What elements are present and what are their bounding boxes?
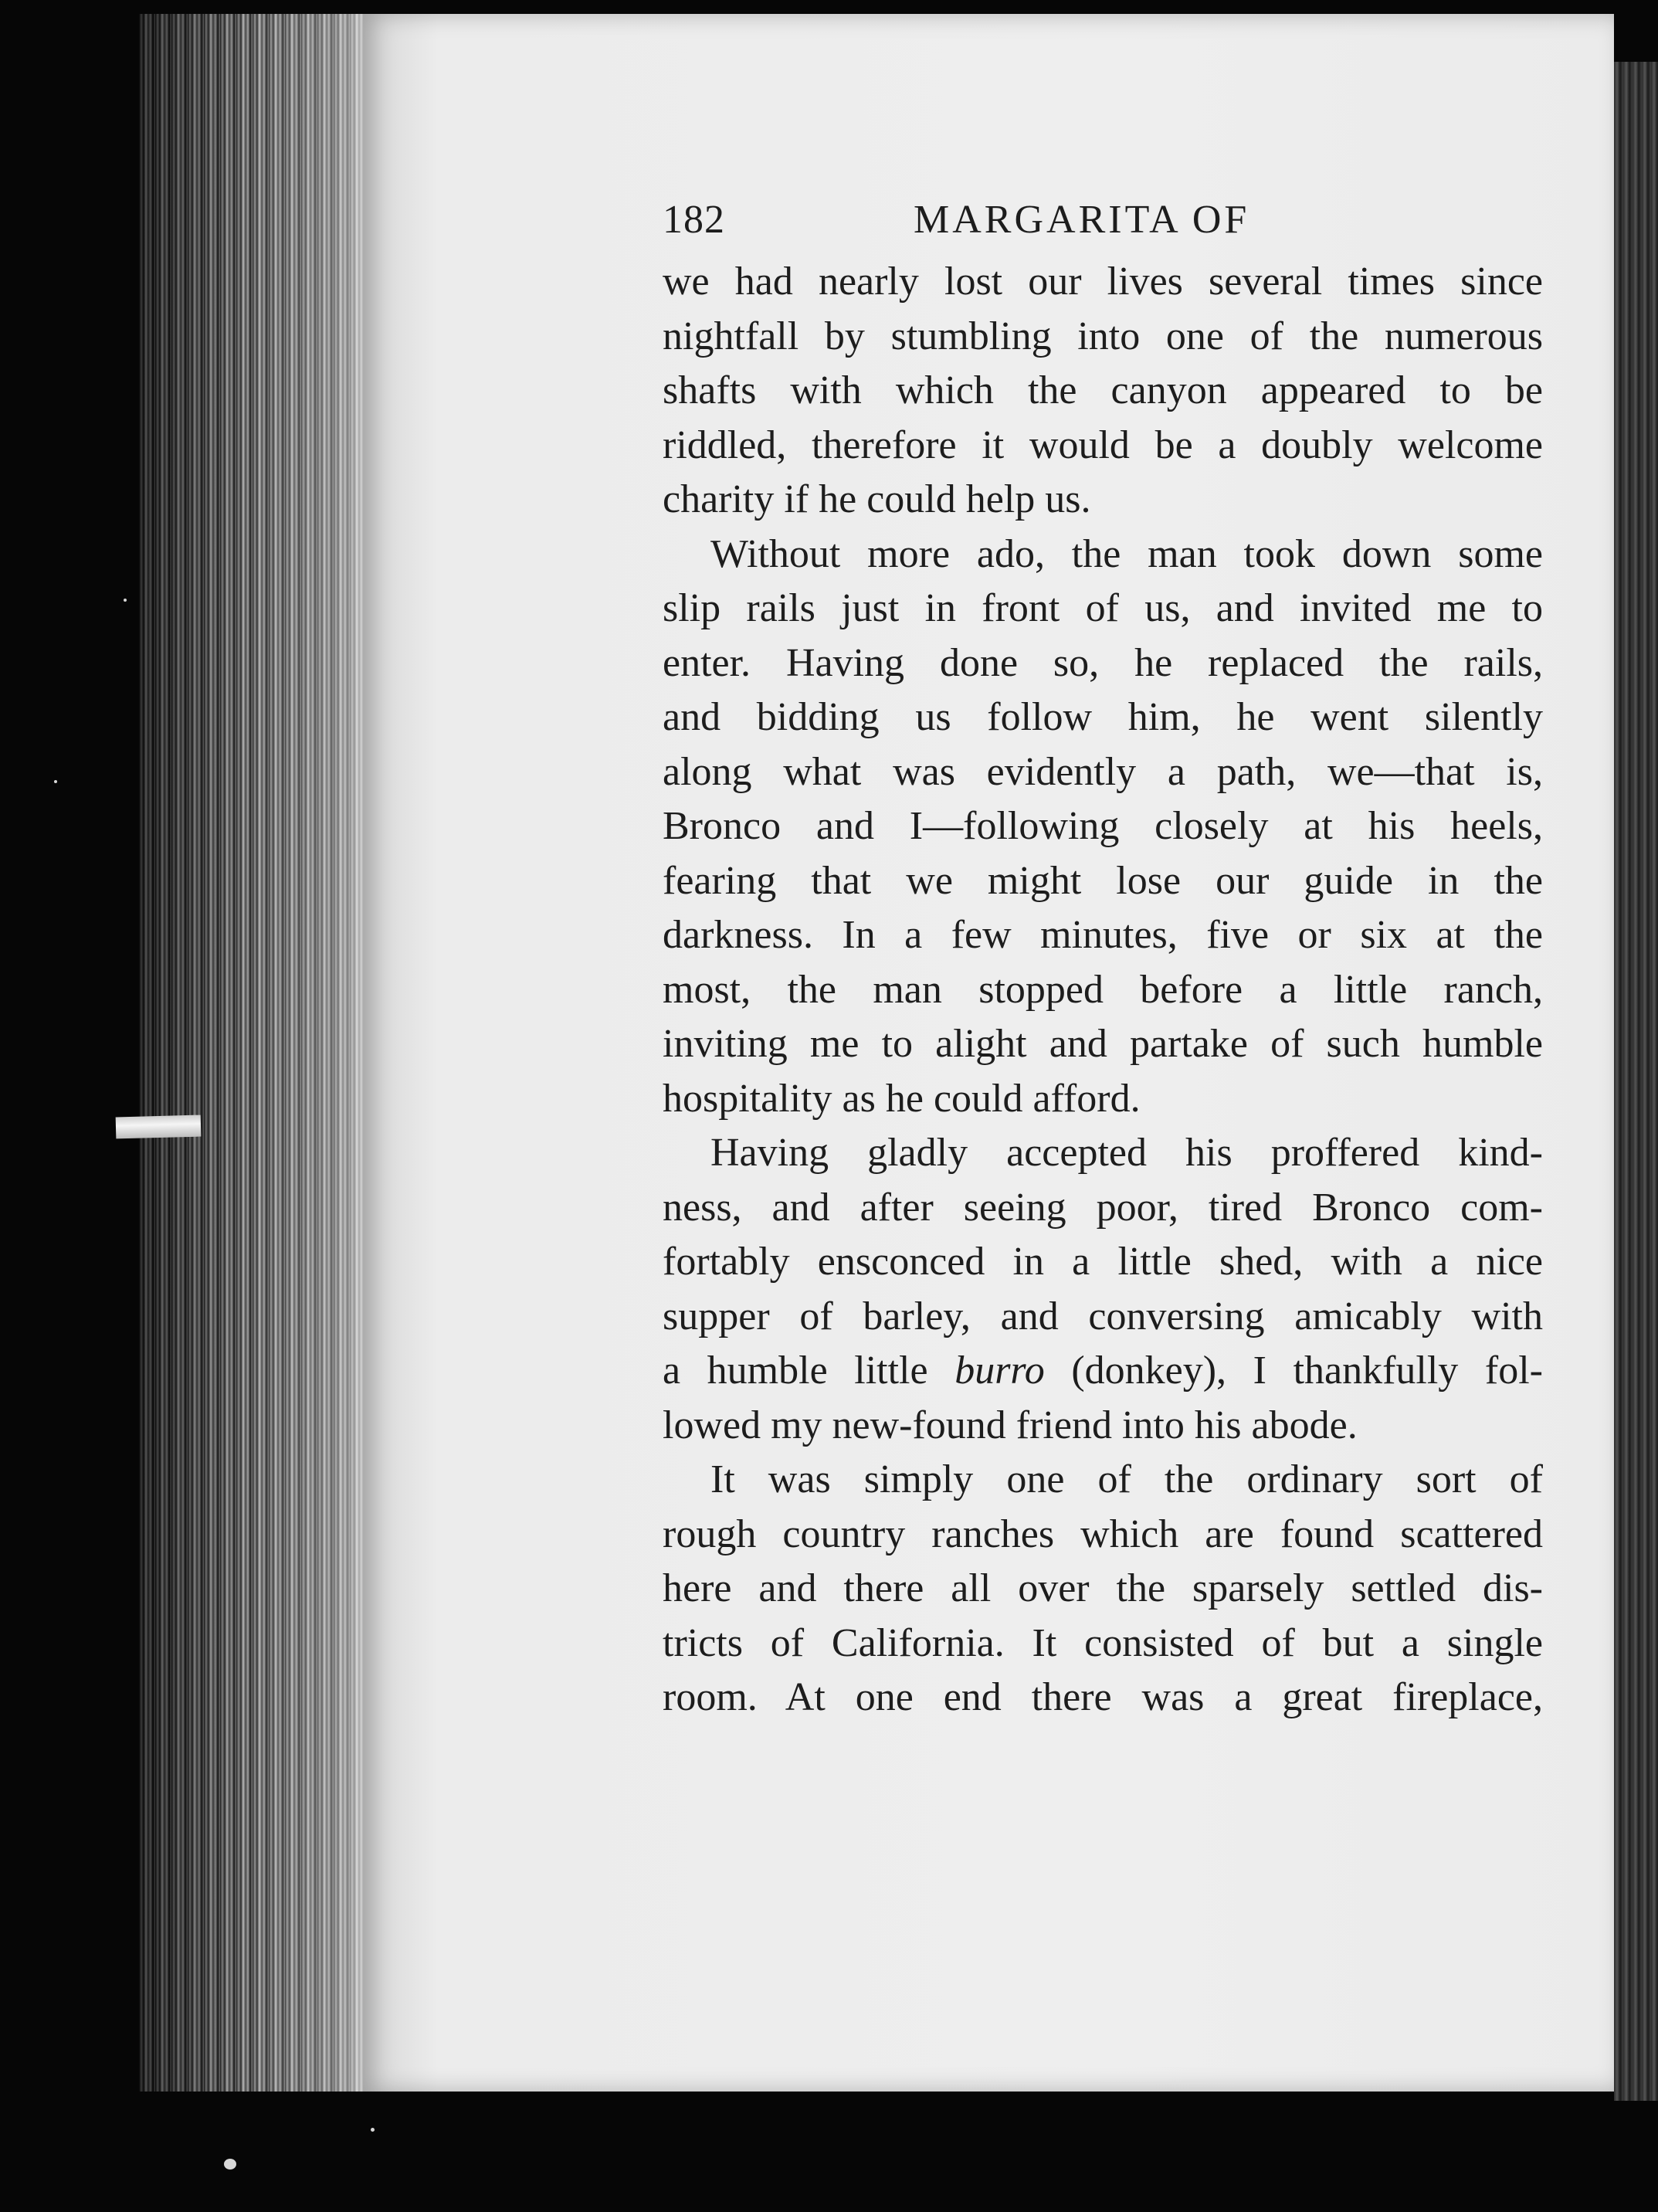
paragraph-4 [663,1453,1543,1725]
page-text [663,193,1543,1725]
text-line: tricts of California. It consisted of but a single [663,1620,1543,1665]
text-line: fearing that we might lose our guide in the [663,858,1543,903]
text-line: nightfall by stumbling into one of the numerous [663,314,1543,358]
text-line: Having gladly accepted his proffered kind- [710,1131,1543,1175]
text-line: hospitality as he could afford. [663,1076,1141,1121]
text-line: lowed my new-found friend into his abode. [663,1403,1358,1447]
dust-speck [124,599,127,602]
text-line: It was simply one of the ordinary sort of [710,1457,1543,1501]
text-line: inviting me to alight and partake of such humble [663,1022,1543,1066]
paragraph-1 [663,255,1543,528]
text-line-with-italic [663,1344,1543,1399]
paragraph-2 [663,528,1543,1127]
text-line: slip rails just in front of us, and invited me to [663,586,1543,630]
page-number: 182 [663,198,725,242]
text-line: here and there all over the sparsely settled dis- [663,1566,1543,1610]
text-line: supper of barley, and conversing amicably with [663,1294,1543,1338]
book-page-edges [139,14,385,2092]
running-head [663,193,1543,247]
bookmark-strip [116,1115,202,1139]
text-line: charity if he could help us. [663,477,1091,521]
text-line: most, the man stopped before a little ranch, [663,967,1543,1012]
text-line: darkness. In a few minutes, five or six at the [663,913,1543,957]
text-line: enter. Having done so, he replaced the rails, [663,640,1543,685]
text-line: shafts with which the canyon appeared to be [663,368,1543,412]
right-page-edge [1614,62,1658,2101]
text-fragment: (donkey), I thankfully fol- [1044,1349,1543,1393]
text-line: rough country ranches which are found scattered [663,1511,1543,1556]
text-line: fortably ensconced in a little shed, with a nice [663,1240,1543,1284]
text-line: along what was evidently a path, we—that is, [663,749,1543,794]
text-line: we had nearly lost our lives several times since [663,260,1543,304]
text-fragment: a humble little [663,1349,955,1393]
text-line: Bronco and I—following closely at his heels, [663,804,1543,848]
dust-speck [54,780,57,783]
dust-speck [224,2159,236,2170]
dust-speck [371,2128,375,2132]
text-line: Without more ado, the man took down some [710,531,1543,576]
text-line: and bidding us follow him, he went silently [663,695,1543,739]
text-line: riddled, therefore it would be a doubly welcome [663,422,1543,467]
paragraph-3 [663,1126,1543,1453]
text-line: ness, and after seeing poor, tired Bronco com- [663,1185,1543,1230]
running-title: MARGARITA OF [914,198,1250,242]
italic-word: burro [954,1349,1045,1393]
text-line: room. At one end there was a great fireplace, [663,1675,1543,1719]
